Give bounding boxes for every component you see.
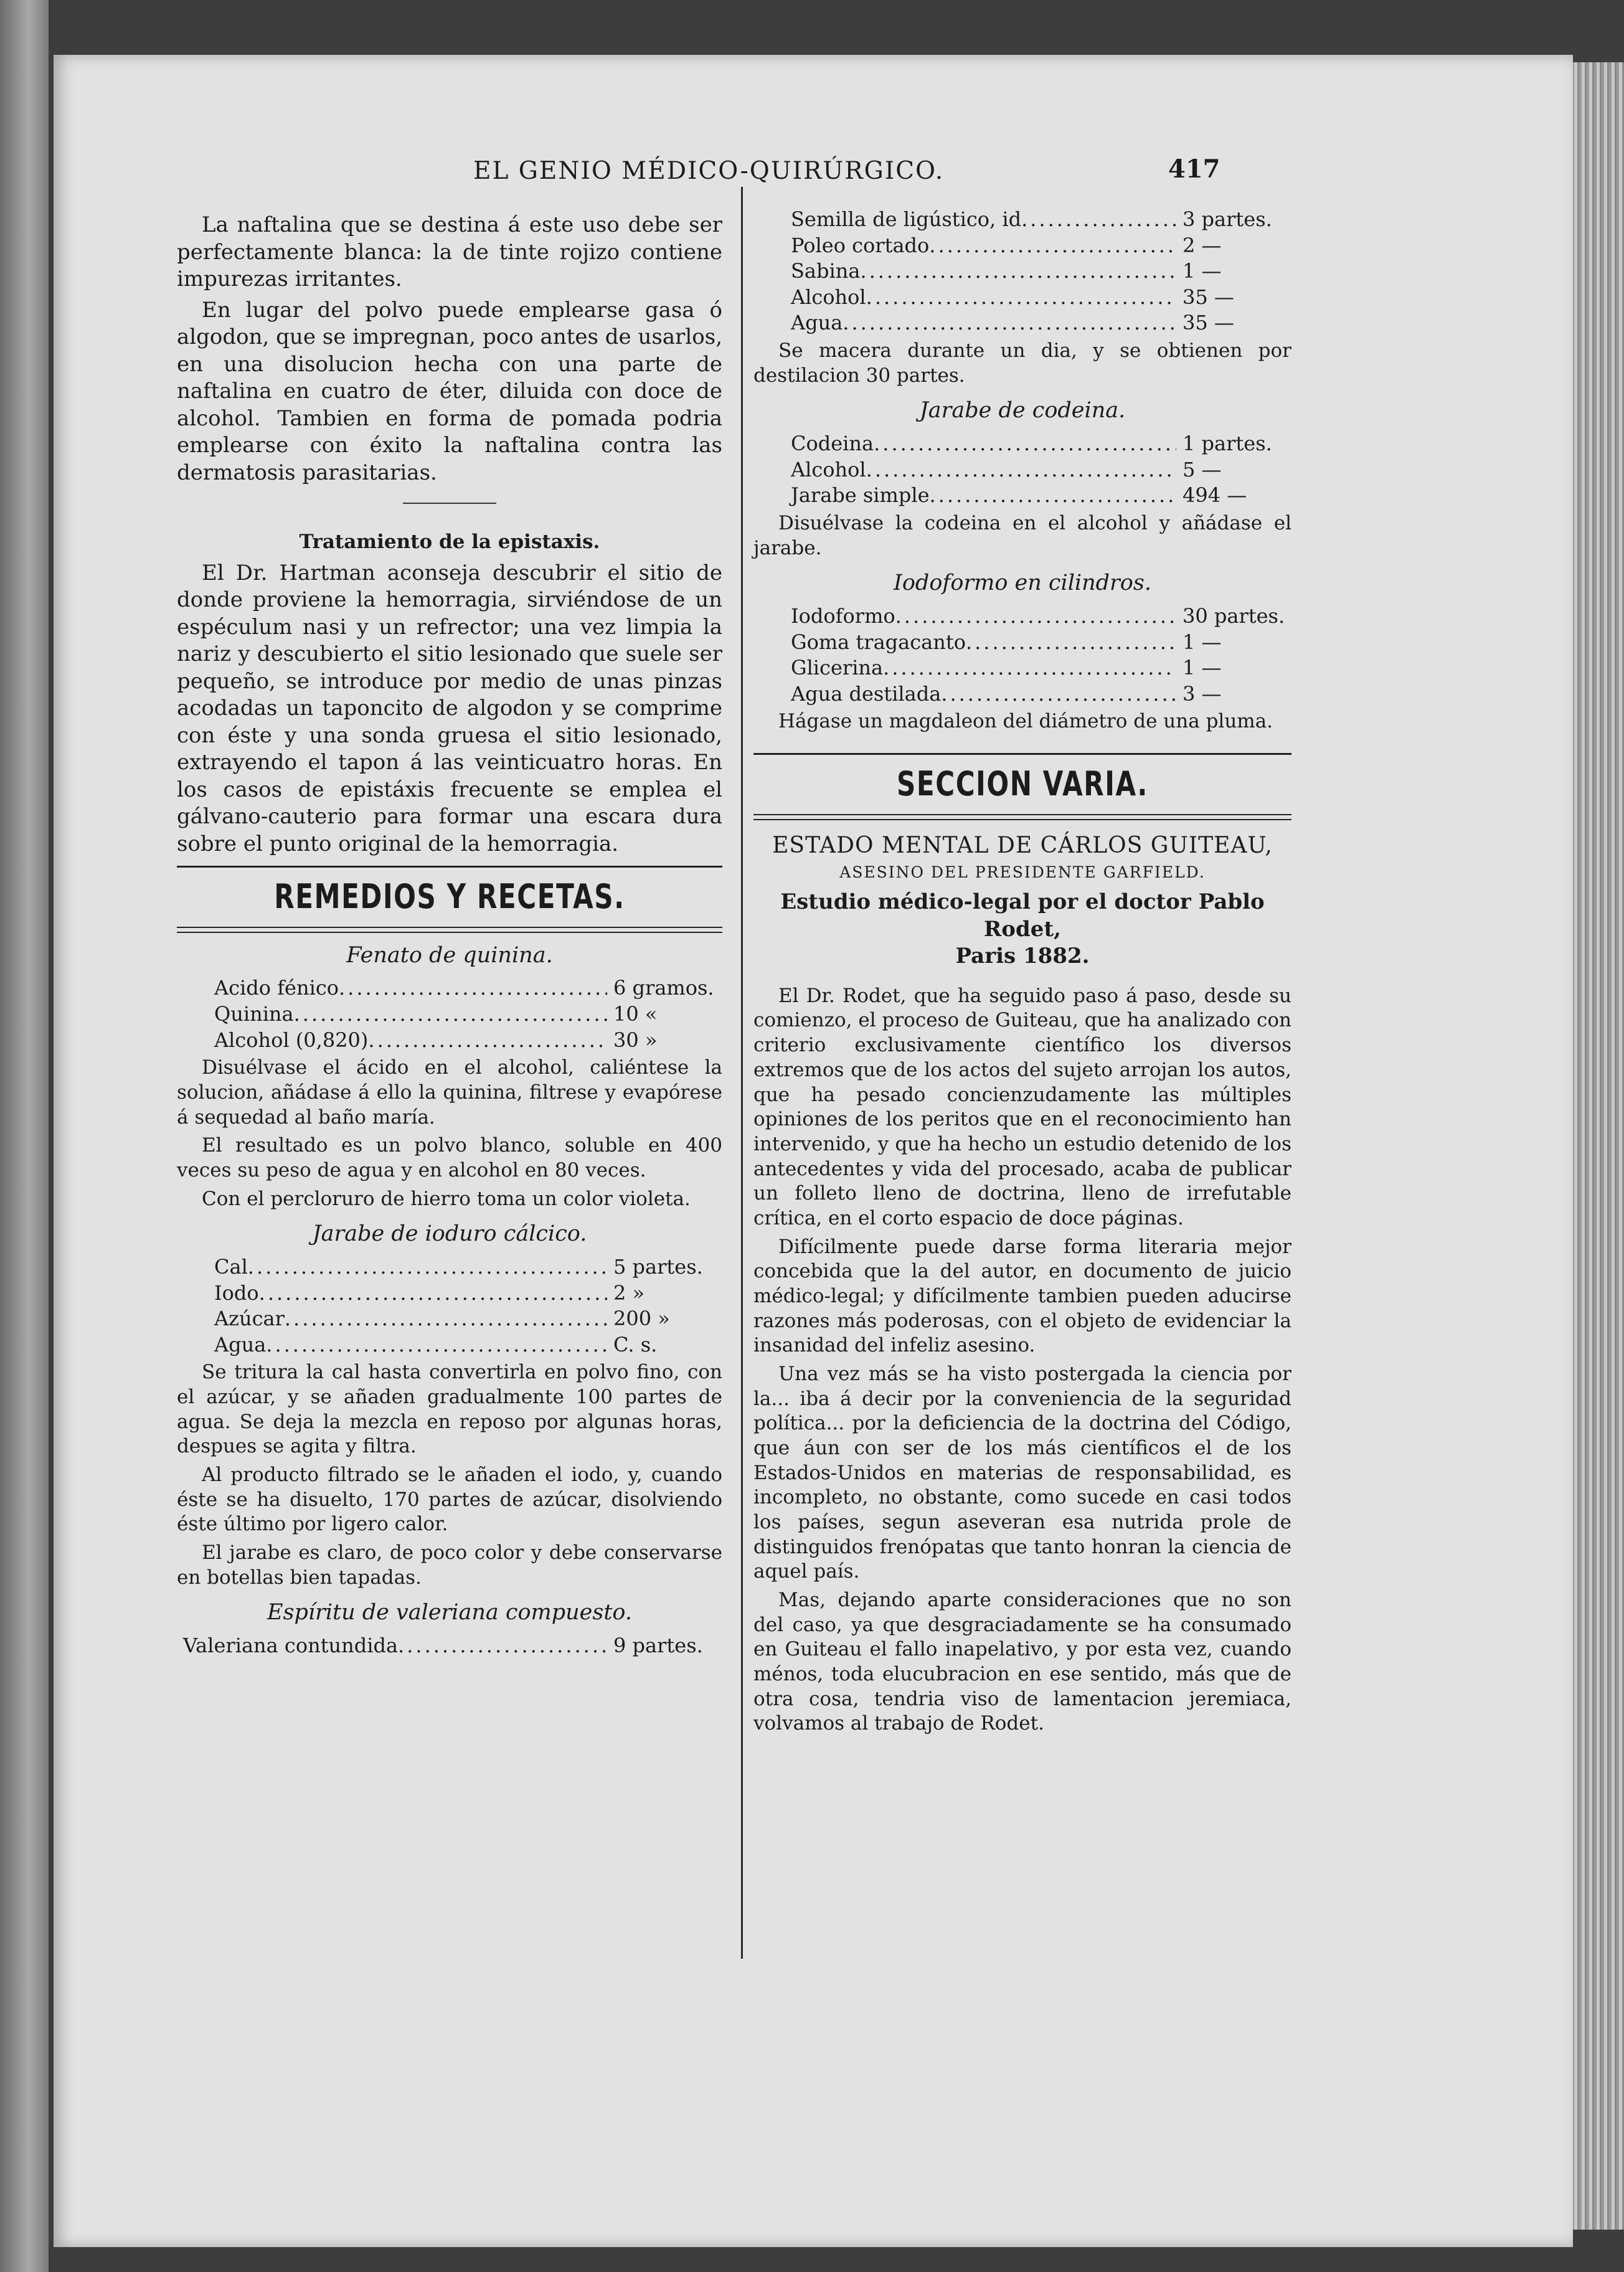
ingredient: Valeriana contundida	[183, 1634, 399, 1658]
leader-dots	[294, 1001, 607, 1028]
section-rule-bottom	[177, 927, 722, 933]
leader-dots	[368, 1028, 607, 1054]
leader-dots	[929, 233, 1176, 259]
fenato-title: Fenato de quinina.	[346, 942, 553, 968]
recipe-row	[753, 207, 1291, 233]
leader-dots	[248, 1254, 607, 1280]
ingredient: Jarabe simple	[791, 483, 930, 508]
codeina-paragraph: Disuélvase la codeina en el alcohol y añádase el jarabe.	[753, 511, 1291, 559]
quantity: 30 partes.	[1183, 604, 1285, 628]
recipe-row	[753, 310, 1291, 336]
recipe-row	[753, 655, 1291, 681]
epistaxis-heading: Tratamiento de la epistaxis.	[299, 531, 600, 554]
recipe-row	[753, 604, 1291, 630]
quantity: 3 partes.	[1183, 207, 1272, 231]
quantity: 5 partes.	[613, 1255, 703, 1279]
leader-dots	[866, 285, 1176, 311]
article-paragraph-2: Difícilmente puede darse forma literaria mejor concebida que la del autor, en documento de juicio médico-legal; y difícilmente tambien pueden aducirse razones más poderosas, con el objeto de evidenciar la insanidad del infeliz asesino.	[753, 1235, 1291, 1357]
fenato-paragraph-2: El resultado es un polvo blanco, soluble en 400 veces su peso de agua y en alcohol en 80 veces.	[177, 1134, 722, 1181]
quantity: 35 —	[1183, 311, 1234, 335]
quantity: 200 »	[613, 1307, 670, 1331]
article-paragraph-4: Mas, dejando aparte consideraciones que no son del caso, ya que desgraciadamente se ha consumado en Guiteau el fallo inapelativo, y por esta vez, cuando ménos, toda elucubracion en ese sentido, más que de otra cosa, tendria viso de lamentacion jeremiaca, volvamos al trabajo de Rodet.	[753, 1588, 1291, 1735]
recipe-row	[177, 975, 722, 1001]
quantity: 1 —	[1183, 656, 1222, 680]
ingredient: Iodoformo	[791, 604, 895, 628]
recipe-row	[177, 1028, 722, 1054]
ingredient: Semilla de ligústico, id	[791, 207, 1022, 231]
valeriana-title: Espíritu de valeriana compuesto.	[267, 1600, 632, 1626]
fenato-paragraph-3: Con el percloruro de hierro toma un color violeta.	[202, 1187, 691, 1210]
ioduro-paragraph-2: Al producto filtrado se le añaden el iodo, y, cuando éste se ha disuelto, 170 partes de azúcar, disolviendo éste último por ligero calor.	[177, 1464, 722, 1536]
quantity: 30 »	[613, 1028, 658, 1052]
ingredient: Acido fénico	[214, 976, 339, 1000]
quantity: C. s.	[613, 1332, 658, 1356]
leader-dots	[266, 1332, 607, 1358]
leader-dots	[866, 457, 1176, 483]
leader-dots	[883, 655, 1176, 681]
leader-dots	[398, 1633, 607, 1659]
quantity: 1 —	[1183, 630, 1222, 654]
naftalina-paragraph-1: La naftalina que se destina á este uso debe ser perfectamente blanca: la de tinte rojizo contiene impurezas irritantes.	[177, 212, 722, 292]
valeriana-paragraph: Se macera durante un dia, y se obtienen por destilacion 30 partes.	[753, 339, 1291, 387]
ingredient: Quinina	[214, 1002, 294, 1026]
facing-page-edge	[0, 0, 49, 2272]
ingredient: Cal	[214, 1255, 248, 1279]
column-divider	[741, 187, 743, 1959]
ingredient: Sabina	[791, 259, 861, 283]
fenato-recipe	[177, 975, 722, 1053]
leader-dots	[930, 483, 1176, 509]
recipe-row	[177, 1280, 722, 1307]
quantity: 9 partes.	[613, 1634, 703, 1658]
naftalina-paragraph-2: En lugar del polvo puede emplearse gasa ó algodon, que se impregnan, poco antes de usarlos, en una disolucion hecha con una parte de naftalina en cuatro de éter, diluida con doce de alcohol. Tambien en forma de pomada podria emplearse con éxito la naftalina contra las dermatosis parasitarias.	[177, 297, 722, 485]
ingredient: Codeina	[791, 432, 874, 456]
leader-dots	[966, 630, 1176, 656]
running-title: EL GENIO MÉDICO-QUIRÚRGICO.	[473, 157, 945, 185]
ioduro-paragraph-3: El jarabe es claro, de poco color y debe conservarse en botellas bien tapadas.	[177, 1541, 722, 1589]
quantity: 5 —	[1183, 457, 1222, 481]
ingredient: Alcohol	[791, 285, 866, 309]
left-column	[177, 212, 722, 1662]
right-column	[753, 207, 1291, 1740]
section-rule-top	[753, 753, 1291, 755]
article-title: ESTADO MENTAL DE CÁRLOS GUITEAU,	[772, 833, 1273, 859]
fenato-paragraph-1: Disuélvase el ácido en el alcohol, caliéntese la solucion, añádase á ello la quinina, filtrese y evapórese á sequedad al baño maría.	[177, 1056, 722, 1129]
section-rule-top	[177, 866, 722, 868]
recipe-row	[753, 233, 1291, 259]
quantity: 494 —	[1183, 483, 1247, 508]
article-study-place: Paris 1882.	[955, 944, 1090, 969]
ingredient: Alcohol	[791, 457, 866, 481]
iodoformo-recipe	[753, 604, 1291, 707]
quantity: 35 —	[1183, 285, 1234, 309]
ingredient: Goma tragacanto	[791, 630, 966, 654]
leader-dots	[259, 1280, 607, 1307]
recipe-row	[177, 1254, 722, 1280]
article-paragraph-3: Una vez más se ha visto postergada la ciencia por la... iba á decir por la conveniencia de la seguridad política... por la deficiencia de la doctrina del Código, que áun con ser de los más científicos el de los Estados-Unidos en materias de responsabilidad, es incompleto, no obstante, como sucede en casi todos los países, segun aseveran esa nutrida prole de distinguidos frenópatas que tanto honran la ciencia de aquel país.	[753, 1362, 1291, 1583]
article-subtitle: ASESINO DEL PRESIDENTE GARFIELD.	[839, 863, 1206, 882]
valeriana-recipe-continued	[753, 207, 1291, 336]
leader-dots	[1021, 207, 1176, 233]
remedios-section-title: REMEDIOS Y RECETAS.	[274, 876, 625, 916]
article-study-line: Estudio médico-legal por el doctor Pablo Rodet,	[780, 889, 1265, 942]
codeina-recipe	[753, 431, 1291, 509]
leader-dots	[860, 258, 1176, 285]
recipe-row	[177, 1001, 722, 1028]
page-number: 417	[1168, 154, 1220, 184]
leader-dots	[843, 310, 1176, 336]
recipe-row	[753, 681, 1291, 708]
recipe-row	[177, 1306, 722, 1332]
quantity: 10 «	[613, 1002, 658, 1026]
quantity: 1 partes.	[1183, 432, 1272, 456]
leader-dots	[874, 431, 1176, 457]
quantity: 1 —	[1183, 259, 1222, 283]
iodoformo-paragraph: Hágase un magdaleon del diámetro de una pluma.	[778, 710, 1273, 733]
ingredient: Glicerina	[791, 656, 884, 680]
recipe-row	[177, 1633, 722, 1659]
leader-dots	[285, 1306, 607, 1332]
ioduro-title: Jarabe de ioduro cálcico.	[312, 1221, 587, 1247]
ingredient: Agua destilada	[791, 681, 942, 706]
epistaxis-paragraph: El Dr. Hartman aconseja descubrir el sitio de donde proviene la hemorragia, sirviéndose de un espéculum nasi y un refrector; una vez limpia la nariz y descubierto el sitio lesionado que suele ser pequeño, se introduce por medio de unas pinzas acodadas un taponcito de algodon y se comprime con éste y una sonda gruesa el sitio lesionado, extrayendo el tapon á las veinticuatro horas. En los casos de epistáxis frecuente se emplea el gálvano-cauterio para formar una escara dura sobre el punto original de la hemorragia.	[177, 560, 722, 856]
leader-dots	[895, 604, 1176, 630]
article-paragraph-1: El Dr. Rodet, que ha seguido paso á paso, desde su comienzo, el proceso de Guiteau, que ha analizado con criterio exclusivamente científico los diversos extremos que de los actos del sujeto arrojan los autos, que ha pesado concienzudamente las múltiples opiniones de los peritos que en el reconocimiento han intervenido, y que ha hecho un estudio detenido de los antecedentes y vida del procesado, acaba de publicar un folleto lleno de doctrina, lleno de irrefutable crítica, en el corto espacio de doce páginas.	[753, 984, 1291, 1229]
valeriana-recipe	[177, 1633, 722, 1659]
ingredient: Poleo cortado	[791, 233, 930, 257]
leader-dots	[941, 681, 1176, 708]
ingredient: Agua	[214, 1332, 267, 1356]
ioduro-recipe	[177, 1254, 722, 1358]
ingredient: Alcohol (0,820)	[214, 1028, 369, 1052]
codeina-title: Jarabe de codeina.	[919, 398, 1126, 424]
ioduro-paragraph-1: Se tritura la cal hasta convertirla en polvo fino, con el azúcar, y se añaden gradualmente 100 partes de agua. Se deja la mezcla en reposo por algunas horas, despues se agita y filtra.	[177, 1361, 722, 1458]
ingredient: Azúcar	[214, 1307, 285, 1331]
iodoformo-title: Iodoformo en cilindros.	[894, 570, 1151, 596]
recipe-row	[753, 258, 1291, 285]
short-rule	[403, 503, 496, 504]
recipe-row	[753, 285, 1291, 311]
ingredient: Agua	[791, 311, 843, 335]
quantity: 6 gramos.	[613, 976, 714, 1000]
recipe-row	[753, 483, 1291, 509]
quantity: 3 —	[1183, 681, 1222, 706]
seccion-varia-title: SECCION VARIA.	[897, 764, 1148, 804]
recipe-row	[753, 457, 1291, 483]
recipe-row	[177, 1332, 722, 1358]
recipe-row	[753, 630, 1291, 656]
recipe-row	[753, 431, 1291, 457]
leader-dots	[339, 975, 607, 1001]
section-rule-bottom	[753, 814, 1291, 820]
quantity: 2 —	[1183, 233, 1222, 257]
quantity: 2 »	[613, 1280, 645, 1305]
ingredient: Iodo	[214, 1280, 259, 1305]
